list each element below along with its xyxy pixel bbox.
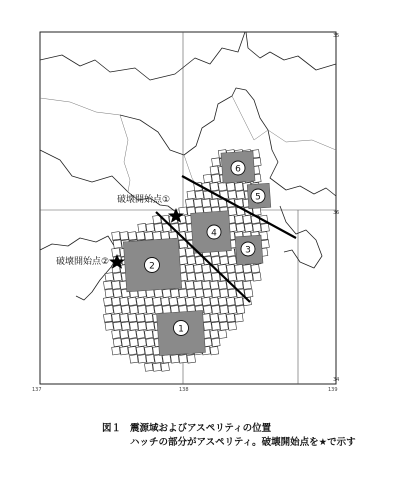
subfault-cell <box>185 248 194 257</box>
subfault-cell <box>136 346 145 355</box>
subfault-cell <box>210 330 219 339</box>
subfault-cell <box>113 289 122 298</box>
subfault-cell <box>113 322 122 331</box>
subfault-cell <box>154 289 163 298</box>
subfault-cell <box>203 289 212 298</box>
subfault-cell <box>113 273 122 282</box>
subfault-cell <box>244 223 253 232</box>
subfault-cell <box>236 273 245 282</box>
lat-tick-bottom: 34 <box>333 377 340 383</box>
subfault-cell <box>210 199 219 208</box>
subfault-cell <box>235 215 244 224</box>
subfault-cell <box>203 273 212 282</box>
subfault-cell <box>105 273 114 282</box>
subfault-cell <box>212 338 221 347</box>
subfault-cell <box>144 363 153 372</box>
subfault-cell <box>194 297 203 306</box>
subfault-cell <box>195 273 204 282</box>
subfault-cell <box>144 297 153 306</box>
subfault-cell <box>153 363 162 372</box>
subfault-cell <box>220 305 229 314</box>
subfault-cell <box>146 223 155 232</box>
subfault-cell <box>153 232 162 241</box>
subfault-cell <box>226 264 235 273</box>
subfault-cell <box>138 223 147 232</box>
subfault-cell <box>113 305 122 314</box>
subfault-cell <box>187 273 196 282</box>
asperity-label-1: 1 <box>178 324 184 335</box>
subfault-cell <box>146 322 155 331</box>
rupture-start-label-2: 破壊開始点② <box>56 257 110 267</box>
subfault-cell <box>171 289 180 298</box>
subfault-cell <box>228 273 237 282</box>
subfault-cell <box>120 314 129 323</box>
subfault-cell <box>130 305 139 314</box>
subfault-cell <box>144 232 153 241</box>
subfault-cell <box>244 273 253 282</box>
subfault-cell <box>105 322 114 331</box>
subfault-cell <box>212 158 221 167</box>
subfault-cell <box>177 297 186 306</box>
caption-line-2: ハッチの部分がアスペリティ。破壊開始点を★で示す <box>130 437 356 448</box>
subfault-cell <box>251 264 260 273</box>
subfault-cell <box>144 330 153 339</box>
subfault-cell <box>228 191 237 200</box>
subfault-cell <box>169 297 178 306</box>
subfault-cell <box>202 264 211 273</box>
subfault-cell <box>187 191 196 200</box>
subfault-cell <box>228 322 237 331</box>
subfault-cell <box>261 223 270 232</box>
subfault-cell <box>153 297 162 306</box>
subfault-cell <box>253 223 262 232</box>
subfault-cell <box>236 305 245 314</box>
subfault-cell <box>136 330 145 339</box>
figure-label: 図１ <box>102 423 122 434</box>
subfault-cell <box>120 346 129 355</box>
subfault-cell <box>203 174 212 183</box>
subfault-cell <box>195 289 204 298</box>
subfault-cell <box>146 355 155 364</box>
subfault-cell <box>113 240 122 249</box>
subfault-cell <box>179 355 188 364</box>
subfault-cell <box>253 273 262 282</box>
subfault-cell <box>144 314 153 323</box>
subfault-cell <box>187 256 196 265</box>
subfault-cell <box>130 338 139 347</box>
subfault-cell <box>138 305 147 314</box>
subfault-cell <box>212 289 221 298</box>
subfault-cell <box>179 223 188 232</box>
subfault-cell <box>228 305 237 314</box>
subfault-cell <box>138 355 147 364</box>
subfault-cell <box>202 297 211 306</box>
lon-tick-left: 137 <box>32 387 42 393</box>
subfault-cell <box>226 182 235 191</box>
subfault-cell <box>212 256 221 265</box>
subfault-cell <box>120 330 129 339</box>
subfault-cell <box>179 289 188 298</box>
subfault-cell <box>154 355 163 364</box>
subfault-cell <box>138 338 147 347</box>
subfault-cell <box>105 289 114 298</box>
subfault-cell <box>113 338 122 347</box>
subfault-cell <box>236 223 245 232</box>
subfault-cell <box>112 281 121 290</box>
subfault-cell <box>218 330 227 339</box>
subfault-cell <box>162 355 171 364</box>
subfault-cell <box>194 199 203 208</box>
subfault-cell <box>136 232 145 241</box>
subfault-cell <box>243 215 252 224</box>
subfault-cell <box>243 281 252 290</box>
lon-tick-right: 139 <box>328 387 338 393</box>
subfault-cell <box>112 330 121 339</box>
subfault-cell <box>244 289 253 298</box>
asperity-label-6: 6 <box>235 164 241 175</box>
subfault-cell <box>210 314 219 323</box>
subfault-cell <box>136 314 145 323</box>
subfault-cell <box>203 322 212 331</box>
subfault-cell <box>187 289 196 298</box>
subfault-cell <box>154 223 163 232</box>
subfault-cell <box>235 182 244 191</box>
subfault-cell <box>128 232 137 241</box>
subfault-cell <box>236 191 245 200</box>
subfault-cell <box>161 297 170 306</box>
subfault-cell <box>136 297 145 306</box>
subfault-cell <box>185 281 194 290</box>
subfault-cell <box>128 330 137 339</box>
subfault-cell <box>128 297 137 306</box>
subfault-cell <box>235 264 244 273</box>
subfault-cell <box>187 355 196 364</box>
prefecture-borders <box>40 96 336 196</box>
subfault-cell <box>202 199 211 208</box>
subfault-cell <box>112 314 121 323</box>
subfault-cell <box>228 289 237 298</box>
subfault-cell <box>112 248 121 257</box>
subfault-cell <box>120 297 129 306</box>
subfault-cell <box>128 346 137 355</box>
subfault-cell <box>121 305 130 314</box>
subfault-cell <box>130 322 139 331</box>
subfault-cell <box>220 289 229 298</box>
subfault-cell <box>185 297 194 306</box>
asperity-label-2: 2 <box>149 261 155 272</box>
subfault-cell <box>210 166 219 175</box>
lat-tick-mid: 36 <box>333 210 340 216</box>
subfault-cell <box>210 297 219 306</box>
subfault-cell <box>103 297 112 306</box>
rupture-start-label-1: 破壊開始点① <box>117 195 171 205</box>
subfault-cell <box>212 305 221 314</box>
subfault-cell <box>218 297 227 306</box>
asperity-label-3: 3 <box>245 245 251 256</box>
subfault-cell <box>112 232 121 241</box>
subfault-cell <box>103 281 112 290</box>
subfault-cell <box>154 305 163 314</box>
asperity-label-4: 4 <box>211 228 217 239</box>
subfault-cell <box>203 305 212 314</box>
subfault-cell <box>226 314 235 323</box>
subfault-cell <box>218 314 227 323</box>
subfault-cell <box>161 363 170 372</box>
subfault-cell <box>128 314 137 323</box>
subfault-cell <box>146 338 155 347</box>
subfault-cell <box>243 264 252 273</box>
subfault-cell <box>194 281 203 290</box>
subfault-cell <box>185 264 194 273</box>
subfault-cell <box>220 256 229 265</box>
subfault-cell <box>212 174 221 183</box>
subfault-cell <box>121 338 130 347</box>
subfault-cell <box>171 355 180 364</box>
subfault-cell <box>228 207 237 216</box>
subfault-cell <box>226 297 235 306</box>
subfault-cell <box>220 322 229 331</box>
subfault-cell <box>103 314 112 323</box>
subfault-cell <box>212 322 221 331</box>
subfault-cell <box>194 264 203 273</box>
subfault-cell <box>218 182 227 191</box>
subfault-cell <box>144 346 153 355</box>
subfault-cell <box>146 305 155 314</box>
subfault-cell <box>218 281 227 290</box>
subfault-cell <box>162 289 171 298</box>
subfault-cell <box>112 346 121 355</box>
subfault-cell <box>235 297 244 306</box>
subfault-cell <box>210 281 219 290</box>
subfault-cell <box>212 273 221 282</box>
lon-tick-mid: 138 <box>179 387 189 393</box>
subfault-cell <box>120 232 129 241</box>
subfault-cell <box>210 182 219 191</box>
subfault-cell <box>130 355 139 364</box>
lat-tick-top: 35 <box>333 33 340 39</box>
subfault-cell <box>202 281 211 290</box>
caption-line-1: 震源域およびアスペリティの位置 <box>130 423 272 434</box>
subfault-cell <box>228 256 237 265</box>
subfault-cell <box>121 322 130 331</box>
subfault-cell <box>112 297 121 306</box>
subfault-cell <box>235 314 244 323</box>
asperity-label-5: 5 <box>255 192 261 203</box>
subfault-cell <box>210 346 219 355</box>
subfault-cell <box>195 191 204 200</box>
subfault-cell <box>185 199 194 208</box>
subfault-cell <box>138 322 147 331</box>
subfault-cell <box>105 305 114 314</box>
